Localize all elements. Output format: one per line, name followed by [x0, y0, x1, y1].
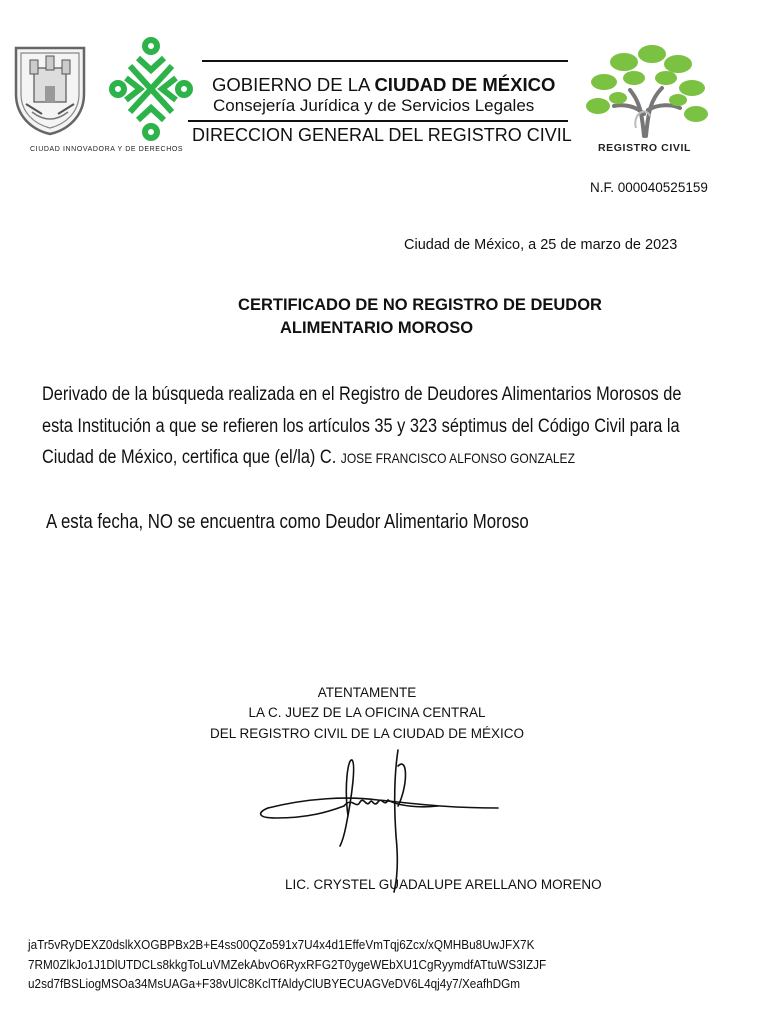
direccion-heading: DIRECCION GENERAL DEL REGISTRO CIVIL [192, 125, 572, 145]
place-and-date: Ciudad de México, a 25 de marzo de 2023 [404, 237, 678, 253]
signature-office-line-2: DEL REGISTRO CIVIL DE LA CIUDAD DE MÉXICO [209, 726, 525, 741]
handwritten-signature [248, 746, 508, 896]
registro-civil-caption: REGISTRO CIVIL [598, 142, 691, 154]
certificate-title-line-2: ALIMENTARIO MOROSO [280, 319, 474, 337]
header-bottom-rule [188, 120, 568, 122]
body-line-3-text: Ciudad de México, certifica que (el/la) C. [42, 447, 337, 468]
body-line-2: esta Institución a que se refieren los artículos 35 y 323 séptimus del Código Civil para la [42, 416, 680, 437]
verification-code-line-3: u2sd7fBSLiogMSOa34MsUAGa+F38vUlC8KclTfAldyClUBYECUAGVeDV6L4qj4y7/XeafhDGm [28, 977, 521, 991]
government-city: CIUDAD DE MÉXICO [374, 74, 556, 95]
cdmx-shield-logo [12, 42, 88, 136]
signer-name: LIC. CRYSTEL GUADALUPE ARELLANO MORENO [285, 877, 602, 892]
verification-code-line-1: jaTr5vRyDEXZ0dslkXOGBPBx2B+E4ss00QZo591x7U4x4d1EffeVmTqj6Zcx/xQMHBu8UwJFX7K [28, 938, 535, 952]
shield-caption: CIUDAD INNOVADORA Y DE DERECHOS [30, 146, 184, 153]
body-line-3 [42, 447, 575, 469]
header-top-rule [202, 60, 568, 62]
government-prefix: GOBIERNO DE LA [212, 74, 370, 95]
cdmx-city-logo [108, 36, 194, 142]
debtor-status-statement: A esta fecha, NO se encuentra como Deudor Alimentario Moroso [46, 511, 529, 533]
government-heading [212, 74, 555, 96]
folio-number: N.F. 000040525159 [590, 180, 708, 195]
signature-closing: ATENTAMENTE [317, 685, 417, 700]
body-line-1: Derivado de la búsqueda realizada en el Registro de Deudores Alimentarios Morosos de [42, 384, 682, 405]
signature-office-line-1: LA C. JUEZ DE LA OFICINA CENTRAL [248, 705, 486, 720]
verification-code-line-2: 7RM0ZlkJo1J1DlUTDCLs8kkgToLuVMZekAbvO6RyxRFG2T0ygeWEbXU1CgRyymdfATtuWS3IZJF [28, 958, 547, 972]
person-name: JOSE FRANCISCO ALFONSO GONZALEZ [340, 450, 575, 466]
certificate-title-line-1: CERTIFICADO DE NO REGISTRO DE DEUDOR [238, 296, 602, 314]
consejeria-heading: Consejería Jurídica y de Servicios Legales [213, 96, 535, 115]
registro-civil-tree-logo [584, 44, 708, 138]
